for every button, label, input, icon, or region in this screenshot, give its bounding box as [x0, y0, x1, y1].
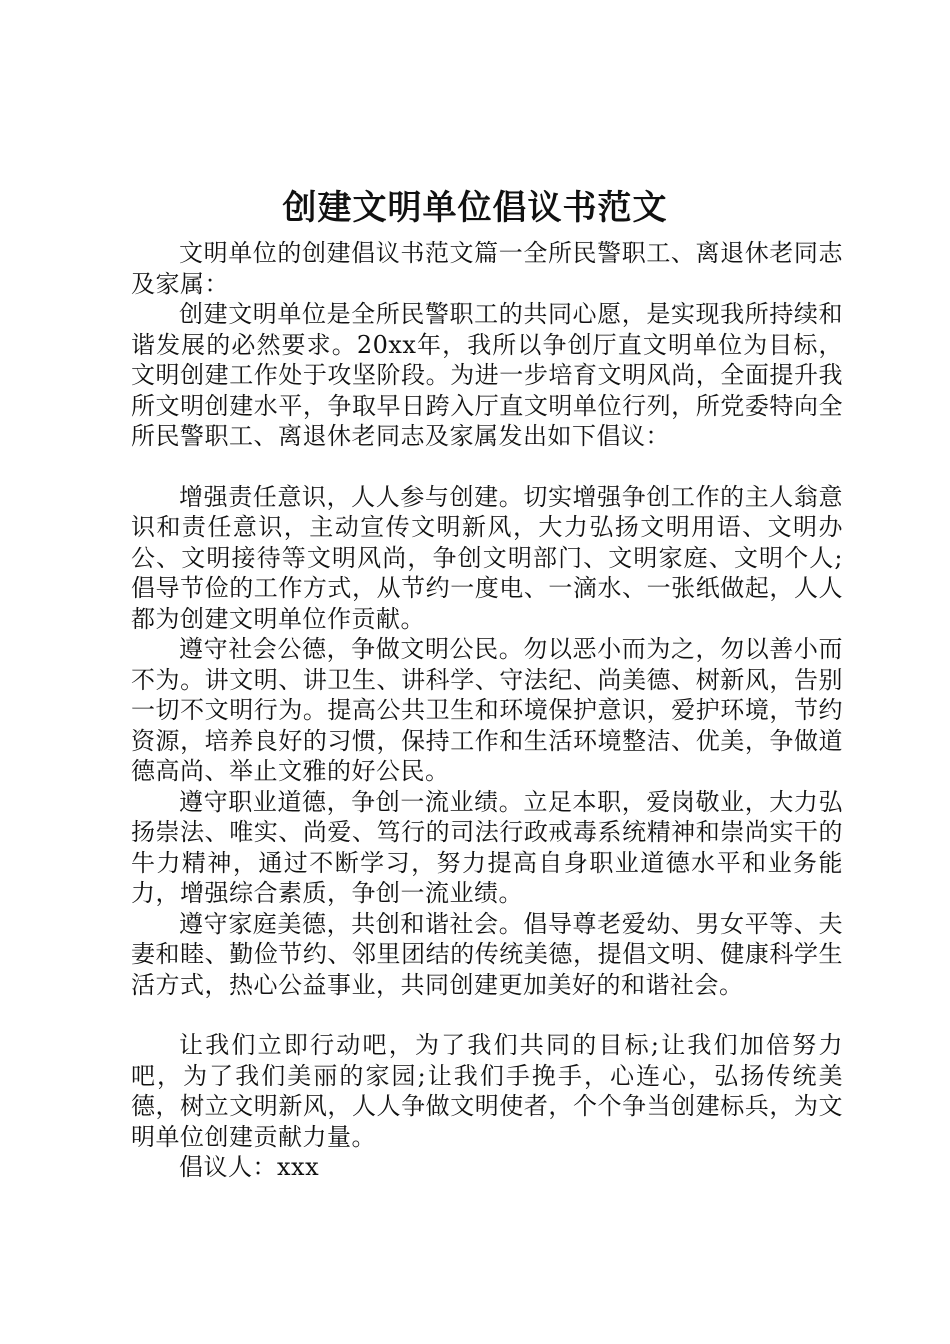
document-body [131, 238, 843, 1183]
proposal-paragraph-3: 遵守职业道德，争创一流业绩。立足本职，爱岗敬业，大力弘扬崇法、唯实、尚爱、笃行的司法行政戒毒系统精神和崇尚实干的牛力精神，通过不断学习，努力提高自身职业道德水平和业务能力，增强综合素质，争创一流业绩。 [131, 787, 843, 907]
salutation-paragraph: 文明单位的创建倡议书范文篇一全所民警职工、离退休老同志及家属： [131, 239, 843, 298]
proposal-paragraph-2: 遵守社会公德，争做文明公民。勿以恶小而为之，勿以善小而不为。讲文明、讲卫生、讲科学、守法纪、尚美德、树新风，告别一切不文明行为。提高公共卫生和环境保护意识，爱护环境，节约资源，培养良好的习惯，保持工作和生活环境整洁、优美，争做道德高尚、举止文雅的好公民。 [131, 635, 843, 785]
intro-paragraph: 创建文明单位是全所民警职工的共同心愿，是实现我所持续和谐发展的必然要求。20xx年，我所以争创厅直文明单位为目标，文明创建工作处于攻坚阶段。为进一步培育文明风尚，全面提升我所文明创建水平，争取早日跨入厅直文明单位行列，所党委特向全所民警职工、离退休老同志及家属发出如下倡议： [131, 300, 843, 450]
signature-line: 倡议人：xxx [179, 1153, 320, 1181]
closing-paragraph: 让我们立即行动吧，为了我们共同的目标;让我们加倍努力吧，为了我们美丽的家园;让我们手挽手，心连心，弘扬传统美德，树立文明新风，人人争做文明使者，个个争当创建标兵，为文明单位创建贡献力量。 [131, 1031, 843, 1151]
document-title: 创建文明单位倡议书范文 [282, 188, 668, 228]
proposal-paragraph-4: 遵守家庭美德，共创和谐社会。倡导尊老爱幼、男女平等、夫妻和睦、勤俭节约、邻里团结的传统美德，提倡文明、健康科学生活方式，热心公益事业，共同创建更加美好的和谐社会。 [131, 909, 843, 999]
proposal-paragraph-1: 增强责任意识，人人参与创建。切实增强争创工作的主人翁意识和责任意识，主动宣传文明新风，大力弘扬文明用语、文明办公、文明接待等文明风尚，争创文明部门、文明家庭、文明个人;倡导节俭的工作方式，从节约一度电、一滴水、一张纸做起，人人都为创建文明单位作贡献。 [131, 482, 843, 633]
